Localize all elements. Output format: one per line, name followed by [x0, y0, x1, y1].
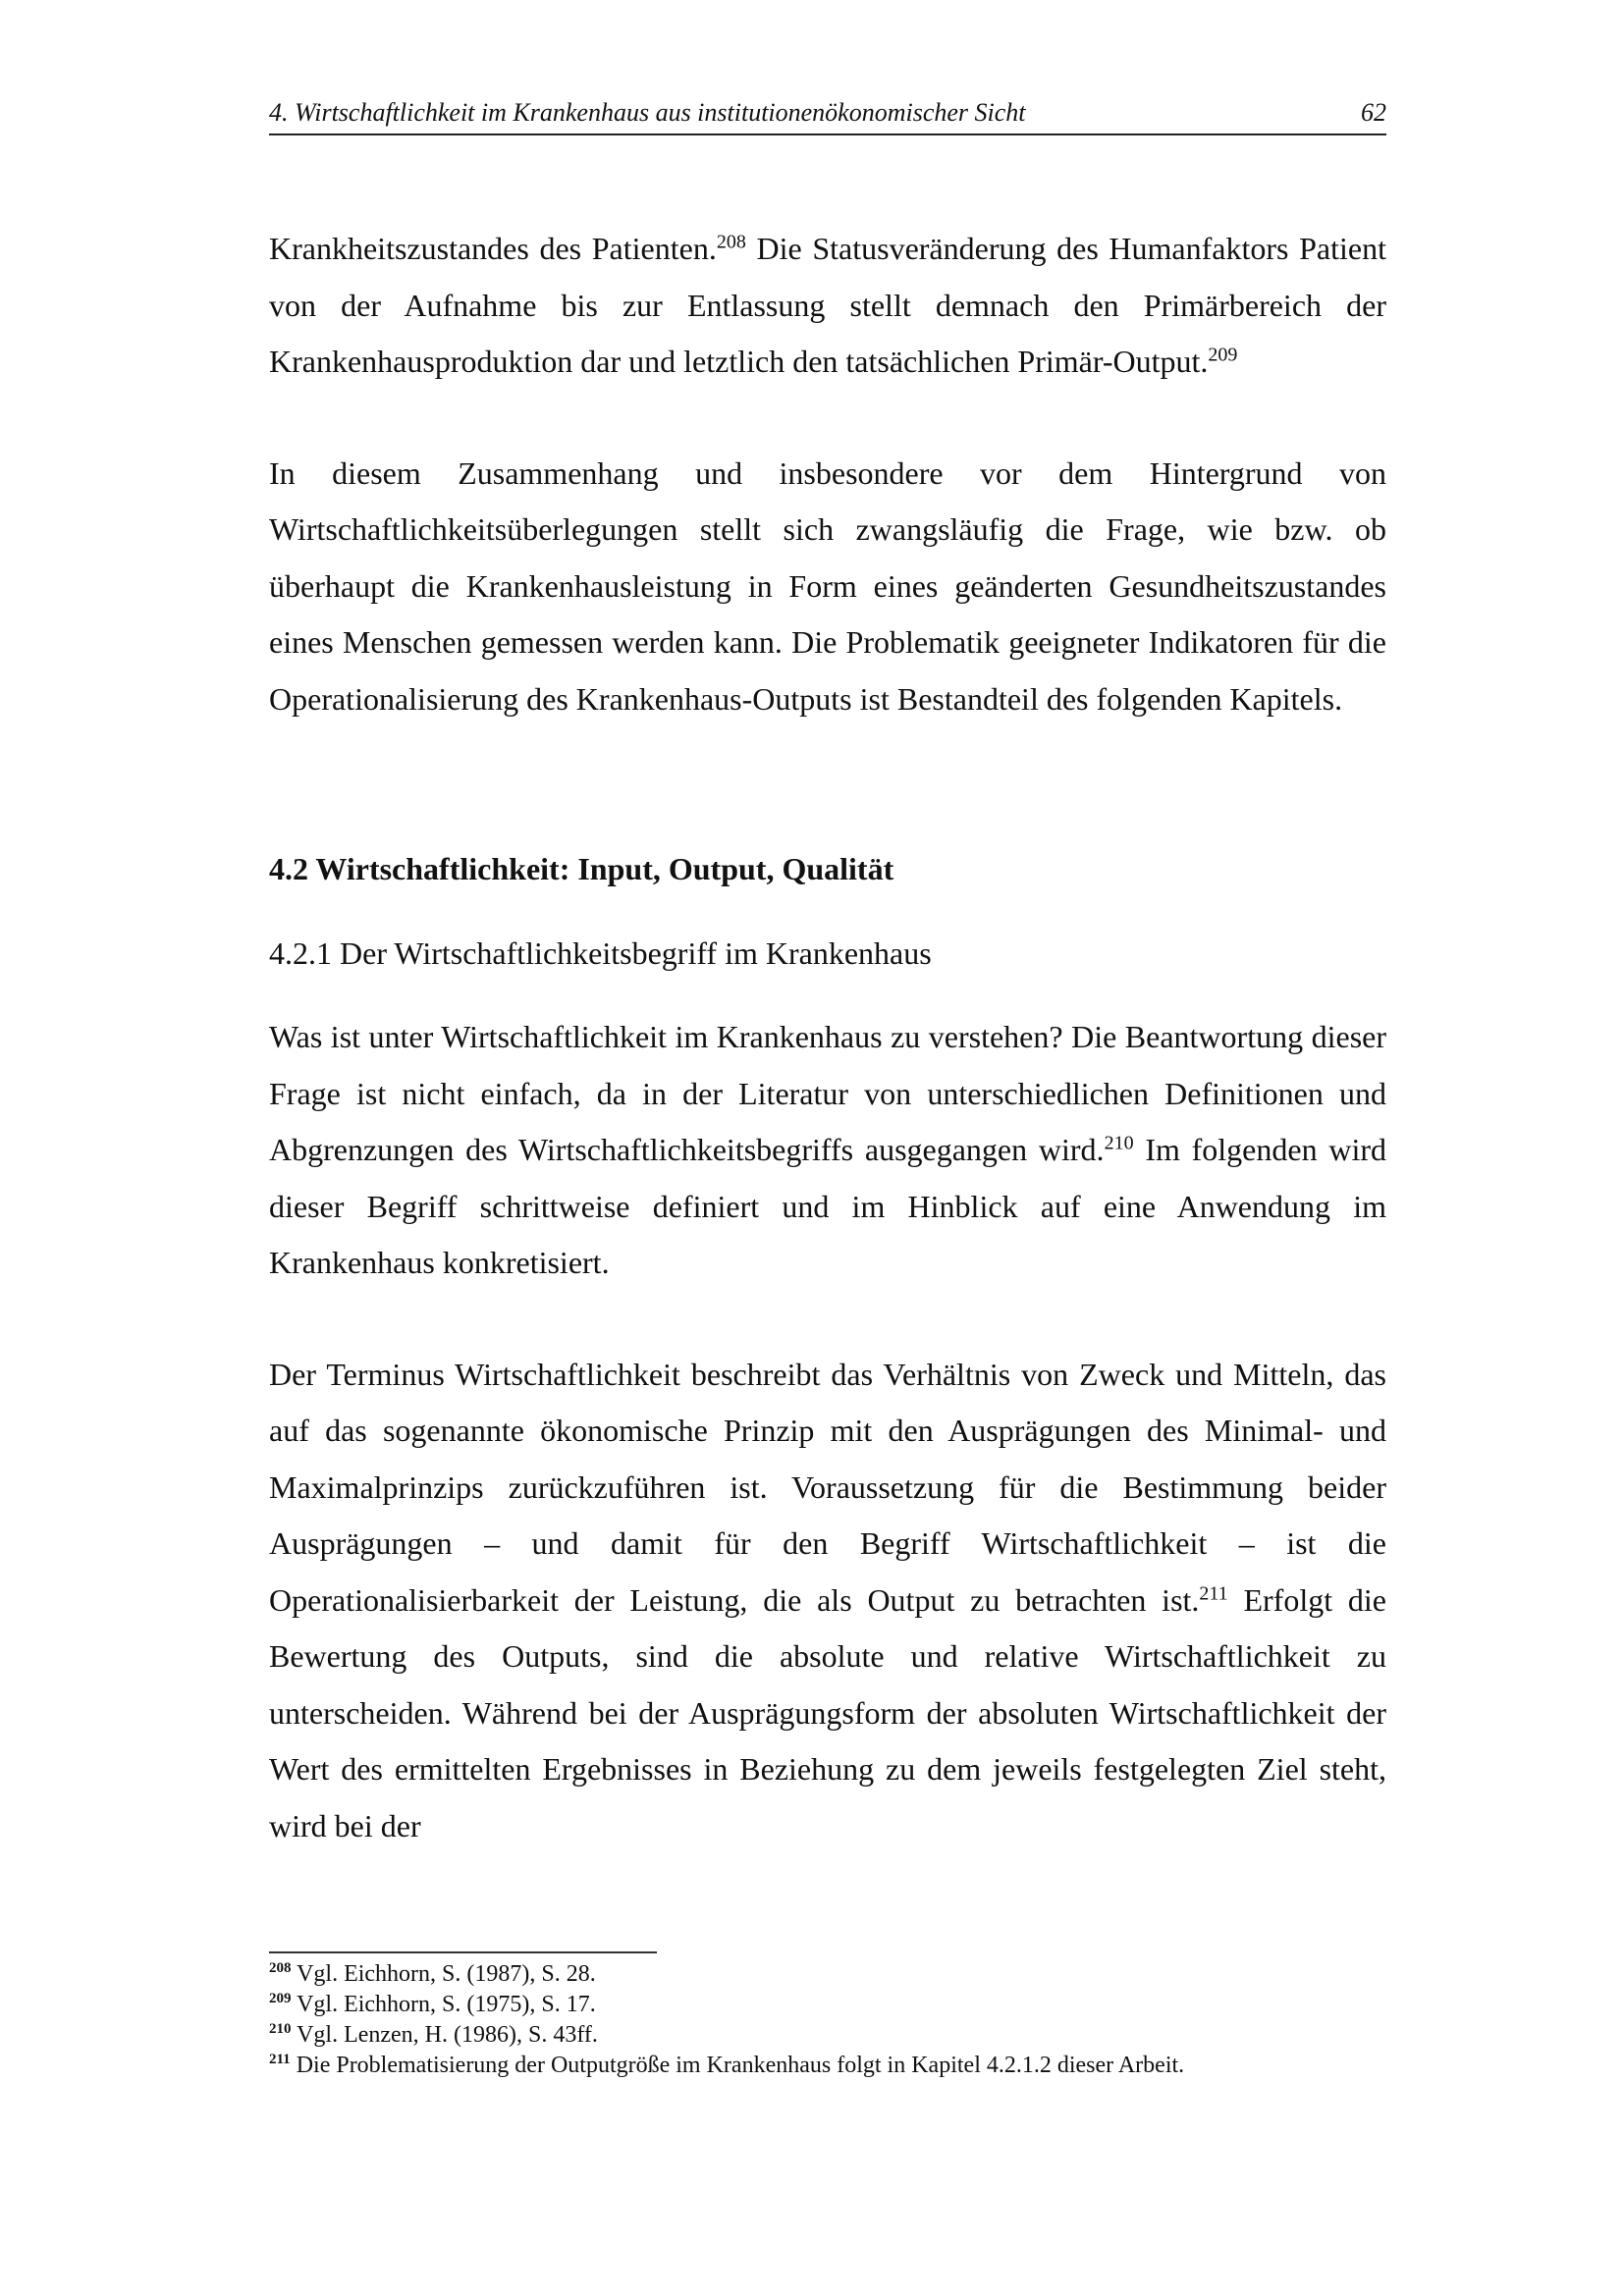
paragraph-text: Der Terminus Wirtschaftlichkeit beschreibt das Verhältnis von Zweck und Mitteln, das auf das sogenannte ökonomische Prinzip mit den Ausprägungen des Minimal- und Maximalprinzips zurückzuführen ist. Voraussetzung für die Bestimmung beider Ausprägungen – und damit für den Begriff Wirtschaftlichkeit – ist die Operationalisierbarkeit der Leistung, die als Output zu betrachten ist.: [269, 1356, 1386, 1618]
footnote-reference: 209: [1208, 344, 1238, 366]
footnote-number: 210: [269, 2021, 292, 2037]
section-heading: 4.2 Wirtschaftlichkeit: Input, Output, Qualität: [269, 851, 894, 886]
footnote-divider: [269, 1951, 657, 1953]
footnote-item: [269, 2051, 1386, 2081]
footnote-reference: 208: [716, 231, 746, 253]
running-header-title: 4. Wirtschaftlichkeit im Krankenhaus aus institutionenökonomischer Sicht: [269, 98, 1026, 127]
paragraph-text: Die Statusveränderung des Humanfaktors Patient von der Aufnahme bis zur Entlassung stellt demnach den Primärbereich der Krankenhausproduktion dar und letztlich den tatsächlichen Primär-Output.: [269, 231, 1387, 379]
footnote-number: 211: [269, 2052, 291, 2067]
subsection-heading: 4.2.1 Der Wirtschaftlichkeitsbegriff im Krankenhaus: [269, 934, 932, 971]
paragraph-p3: [269, 1009, 1386, 1292]
footnote-text: Vgl. Eichhorn, S. (1987), S. 28.: [291, 1961, 596, 1987]
paragraph-text: Krankheitszustandes des Patienten.: [269, 231, 717, 266]
paragraph-text: Im folgenden wird dieser Begriff schrittweise definiert und im Hinblick auf eine Anwendung im Krankenhaus konkretisiert.: [269, 1132, 1387, 1280]
footnote-item: [269, 2020, 1386, 2051]
footnote-item: [269, 1959, 1386, 1990]
paragraph-p4: [269, 1347, 1386, 1855]
footnotes: [269, 1959, 1386, 2081]
paragraph-p1: [269, 221, 1386, 391]
paragraphs-before-heading: [269, 221, 1386, 727]
body-text: [269, 221, 1386, 1854]
footnote-reference: 210: [1104, 1132, 1134, 1154]
footnote-text: Vgl. Eichhorn, S. (1975), S. 17.: [291, 1992, 596, 2017]
paragraph-text: Erfolgt die Bewertung des Outputs, sind die absolute und relative Wirtschaftlichkeit zu unterscheiden. Während bei der Ausprägungsform der absoluten Wirtschaftlichkeit der Wert des ermittelten Ergebnisses in Beziehung zu dem jeweils festgelegten Ziel steht, wird bei der: [269, 1581, 1387, 1843]
page-number: 62: [1361, 98, 1386, 127]
footnote-number: 209: [269, 1991, 292, 2006]
paragraph-text: Was ist unter Wirtschaftlichkeit im Krankenhaus zu verstehen? Die Beantwortung dieser Frage ist nicht einfach, da in der Literatur von unterschiedlichen Definitionen und Abgrenzungen des Wirtschaftlichkeitsbegriffs ausgegangen wird.: [269, 1019, 1386, 1167]
footnote-item: [269, 1990, 1386, 2020]
running-header: [269, 94, 1386, 135]
footnote-reference: 211: [1199, 1581, 1228, 1604]
footnote-text: Die Problematisierung der Outputgröße im Krankenhaus folgt in Kapitel 4.2.1.2 dieser Arbeit.: [290, 2053, 1185, 2078]
paragraph-p2: [269, 446, 1386, 728]
footnote-text: Vgl. Lenzen, H. (1986), S. 43ff.: [291, 2022, 598, 2048]
paragraphs-after-heading: [269, 1009, 1386, 1854]
footnote-number: 208: [269, 1960, 292, 1976]
paragraph-text: In diesem Zusammenhang und insbesondere vor dem Hintergrund von Wirtschaftlichkeitsüberlegungen stellt sich zwangsläufig die Frage, wie bzw. ob überhaupt die Krankenhausleistung in Form eines geänderten Gesundheitszustandes eines Menschen gemessen werden kann. Die Problematik geeigneter Indikatoren für die Operationalisierung des Krankenhaus-Outputs ist Bestandteil des folgenden Kapitels.: [269, 454, 1386, 717]
